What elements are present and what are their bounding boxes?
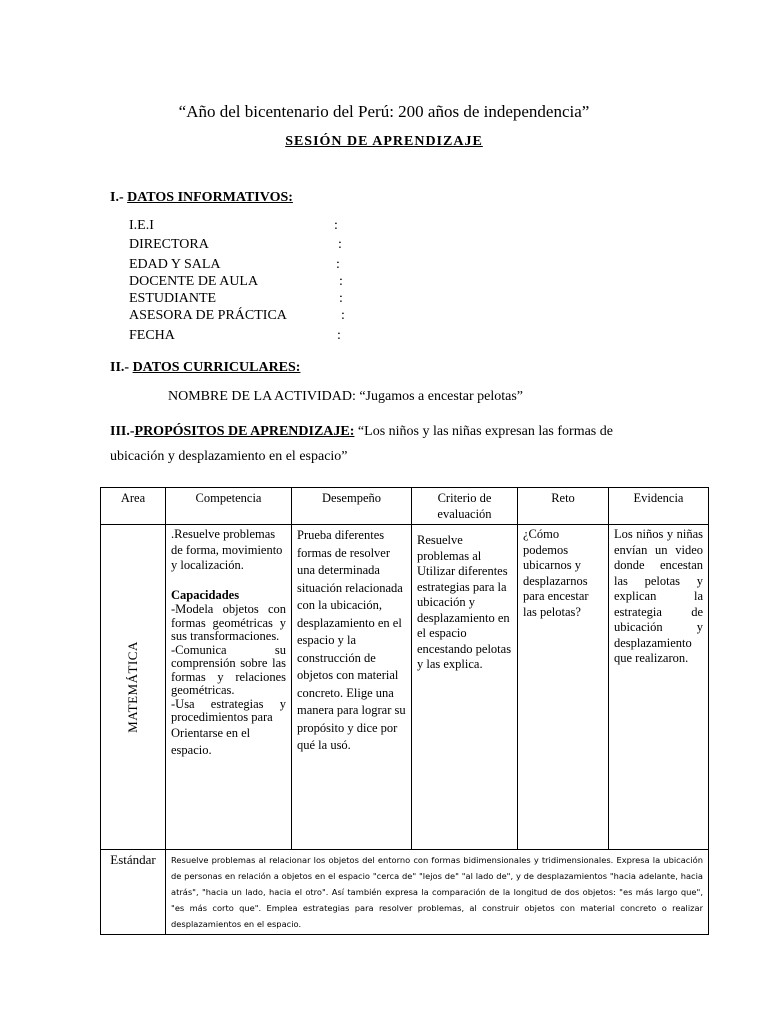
area-label: MATEMÁTICA bbox=[125, 641, 140, 733]
reto-cell: ¿Cómo podemos ubicarnos y desplazarnos para encestar las pelotas? bbox=[518, 525, 609, 850]
capacidad-item: -Usa estrategias y procedimientos para bbox=[171, 696, 286, 724]
info-row-fecha: FECHA : bbox=[129, 328, 341, 343]
capacidad-item: -Comunica su comprensión sobre las formas y relaciones geométricas. bbox=[171, 642, 286, 697]
header-competencia: Competencia bbox=[166, 488, 292, 525]
info-row-edad-sala: EDAD Y SALA : bbox=[129, 257, 340, 272]
desempeno-cell: Prueba diferentes formas de resolver una determinada situación relacionada con la ubicación, desplazamiento en el espacio y la construcción de objetos con material concreto. Elige una manera para lograr su propósito y dice por qué la usó. bbox=[292, 525, 412, 850]
competencia-text: .Resuelve problemas de forma, movimiento y localización. bbox=[171, 527, 283, 572]
info-row-estudiante: ESTUDIANTE : bbox=[129, 291, 343, 306]
activity-name: NOMBRE DE LA ACTIVIDAD: “Jugamos a encestar pelotas” bbox=[168, 389, 523, 404]
document-title: “Año del bicentenario del Perú: 200 años de independencia” bbox=[178, 102, 590, 121]
area-cell bbox=[101, 525, 166, 850]
capacidades-title: Capacidades bbox=[171, 587, 240, 602]
section-datos-curriculares-heading: II.- DATOS CURRICULARES: bbox=[110, 360, 301, 375]
estandar-text: Resuelve problemas al relacionar los objetos del entorno con formas bidimensionales y tridimensionales. Expresa la ubicación de personas en relación a objetos en el espacio "cerca de" "lejos de" "al lado de", y de desplazamientos "hacia adelante, hacia atrás", "hacia un lado, hacia el otro". Así también expresa la comparación de la longitud de dos objetos: "es más largo que", "es más corto que". Emplea estrategias para resolver problemas, al construir objetos con material concreto o realizar desplazamientos en el espacio. bbox=[166, 850, 709, 935]
propositos-text: “Los niños y las niñas expresan las formas de ubicación y desplazamiento en el espacio” bbox=[110, 424, 613, 464]
info-row-iei: I.E.I : bbox=[129, 218, 338, 233]
estandar-label: Estándar bbox=[101, 850, 166, 935]
info-row-docente: DOCENTE DE AULA : bbox=[129, 274, 343, 289]
evidencia-cell: Los niños y niñas envían un video donde encestan las pelotas y explican la estrategia de ubicación y desplazamiento que realizaron. bbox=[609, 525, 709, 850]
info-row-directora: DIRECTORA : bbox=[129, 237, 342, 252]
header-desempeno: Desempeño bbox=[292, 488, 412, 525]
table-row-matematica bbox=[101, 525, 709, 850]
capacidad-item: Orientarse en el espacio. bbox=[171, 725, 251, 757]
criterio-cell: Resuelve problemas al Utilizar diferentes estrategias para la ubicación y desplazamiento en el espacio encestando pelotas y las explica. bbox=[412, 525, 518, 850]
capacidad-item: -Modela objetos con formas geométricas y sus transformaciones. bbox=[171, 602, 286, 643]
competencia-cell bbox=[166, 525, 292, 850]
document-subtitle: SESIÓN DE APRENDIZAJE bbox=[285, 134, 483, 149]
section-datos-informativos-heading: I.- DATOS INFORMATIVOS: bbox=[110, 190, 293, 205]
section-propositos-heading: III.-PROPÓSITOS DE APRENDIZAJE: bbox=[110, 424, 355, 439]
header-evidencia: Evidencia bbox=[609, 488, 709, 525]
section-propositos bbox=[110, 419, 670, 469]
header-reto: Reto bbox=[518, 488, 609, 525]
table-header-row bbox=[101, 488, 709, 525]
header-area: Area bbox=[101, 488, 166, 525]
learning-table bbox=[100, 487, 709, 935]
table-row-estandar bbox=[101, 850, 709, 935]
datos-informativos-list bbox=[129, 218, 369, 345]
header-criterio: Criterio de evaluación bbox=[412, 488, 518, 525]
info-row-asesora: ASESORA DE PRÁCTICA : bbox=[129, 308, 345, 323]
